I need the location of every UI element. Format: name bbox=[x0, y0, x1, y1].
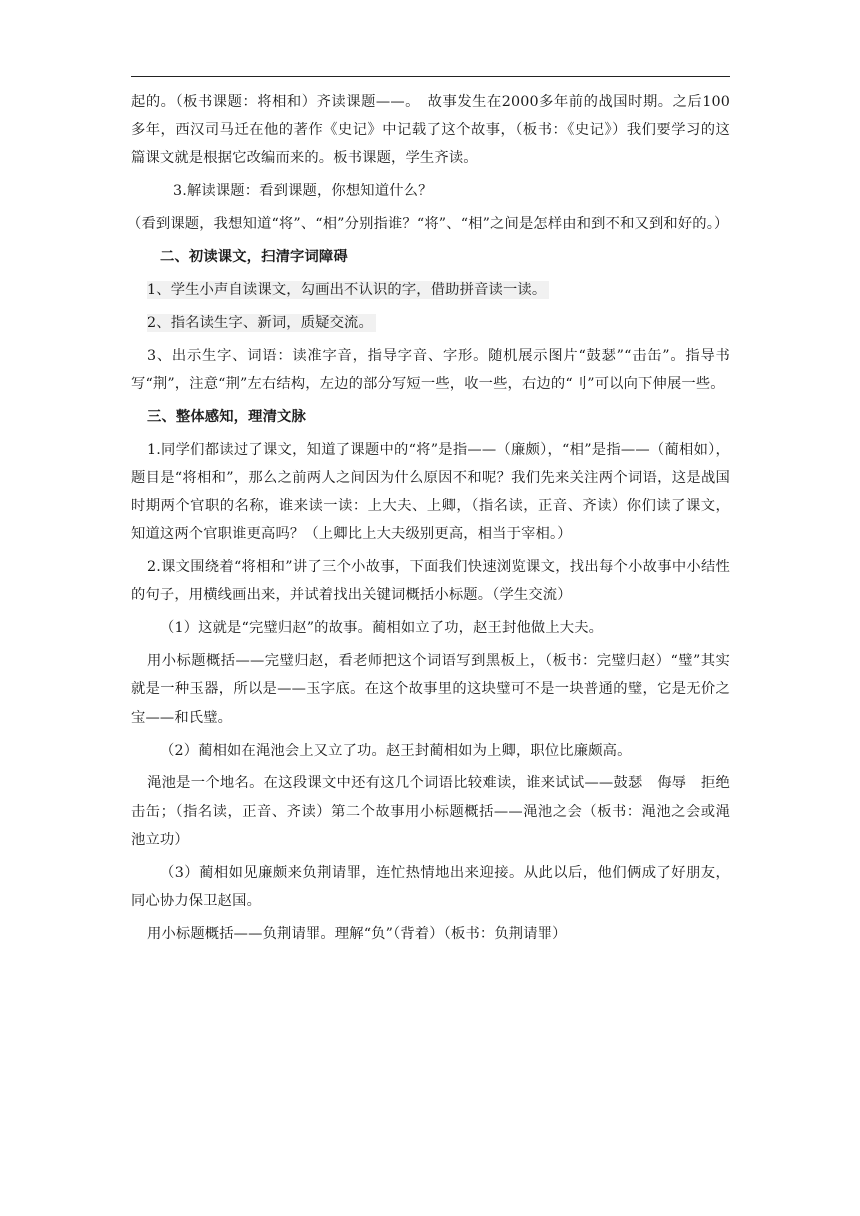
paragraph-title-question: （看到课题，我想知道“将”、“相”分别指谁？“将”、“相”之间是怎样由和到不和又到和好的。） bbox=[127, 216, 729, 233]
paragraph-step-1 bbox=[131, 276, 730, 304]
document-body bbox=[127, 88, 745, 953]
paragraph-story-1-detail: 用小标题概括——完璧归赵，看老师把这个词语写到黑板上，（板书：完璧归赵）“璧”其实就是一种玉器，所以是——玉字底。在这个故事里的这块璧可不是一块普通的璧，它是无价之宝——和氏璧。 bbox=[131, 653, 730, 726]
section-heading-2: 二、初读课文，扫清字词障碍 bbox=[160, 249, 348, 266]
paragraph-discussion-1: 1.同学们都读过了课文，知道了课题中的“将”是指——（廉颇），“相”是指——（蔺相如），题目是“将相和”，那么之前两人之间因为什么原因不和呢？我们先来关注两个词语，这是战国时期两个官职的名称，谁来读一读：上大夫、上卿，（指名读，正音、齐读）你们读了课文，知道这两个官职谁更高吗？（上卿比上大夫级别更高，相当于宰相。） bbox=[131, 441, 730, 543]
paragraph-story-1: （1）这就是“完璧归赵”的故事。蔺相如立了功，赵王封他做上大夫。 bbox=[160, 620, 604, 637]
section-heading-3: 三、整体感知，理清文脉 bbox=[147, 408, 306, 425]
paragraph-story-3: （3）蔺相如见廉颇来负荆请罪，连忙热情地出来迎接。从此以后，他们俩成了好朋友，同心协力保卫赵国。 bbox=[131, 864, 730, 909]
shaded-text: 1、学生小声自读课文，勾画出不认识的字，借助拼音读一读。 bbox=[147, 281, 549, 299]
paragraph-step-3: 3、出示生字、词语：读准字音，指导字音、字形。随机展示图片“鼓瑟”“击缶”。指导书写“荆”，注意“荆”左右结构，左边的部分写短一些，收一些，右边的“刂”可以向下伸展一些。 bbox=[131, 347, 730, 392]
paragraph-intro: 起的。（板书课题：将相和）齐读课题——。 故事发生在2000多年前的战国时期。之后100多年，西汉司马迁在他的著作《史记》中记载了这个故事，（板书：《史记》）我们要学习的这篇课文就是根据它改编而来的。板书课题，学生齐读。 bbox=[131, 94, 730, 167]
paragraph-step-2 bbox=[131, 309, 730, 337]
paragraph-story-3-detail: 用小标题概括——负荆请罪。理解“负”（背着）（板书：负荆请罪） bbox=[147, 925, 567, 942]
shaded-text: 2、指名读生字、新词，质疑交流。 bbox=[147, 314, 376, 332]
header-rule bbox=[131, 76, 730, 77]
paragraph-interpret-title: 3.解读课题：看到课题，你想知道什么？ bbox=[173, 183, 433, 200]
paragraph-story-2-detail: 渑池是一个地名。在这段课文中还有这几个词语比较难读，谁来试试——鼓瑟 侮辱 拒绝 击缶；（指名读，正音、齐读）第二个故事用小标题概括——渑池之会（板书：渑池之会或渑池立功） bbox=[131, 775, 745, 848]
paragraph-discussion-2: 2.课文围绕着“将相和”讲了三个小故事，下面我们快速浏览课文，找出每个小故事中小结性的句子，用横线画出来，并试着找出关键词概括小标题。（学生交流） bbox=[131, 559, 730, 604]
paragraph-story-2: （2）蔺相如在渑池会上又立了功。赵王封蔺相如为上卿，职位比廉颇高。 bbox=[160, 742, 632, 759]
